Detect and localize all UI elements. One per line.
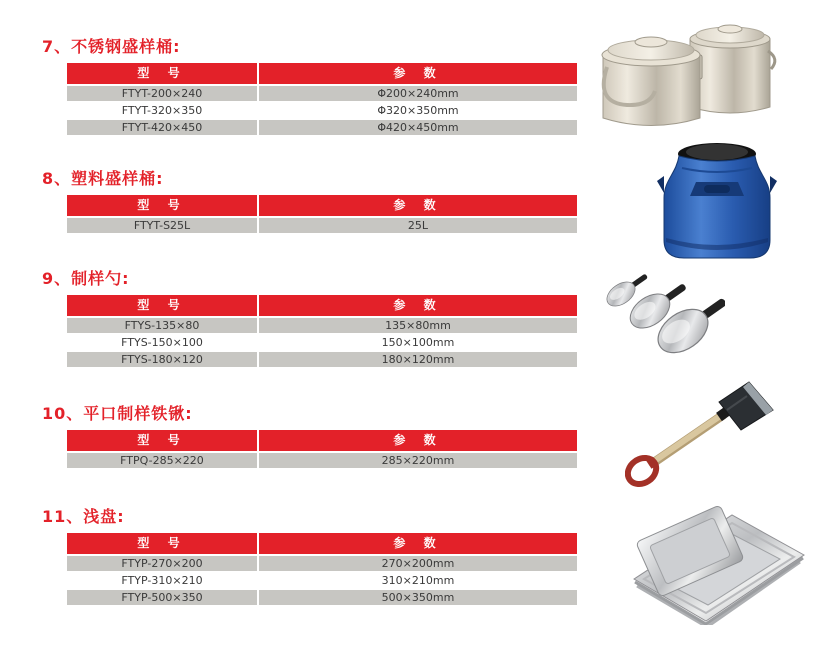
- table-row: [67, 590, 577, 605]
- table-row: [67, 103, 577, 118]
- section-title: 7、不锈钢盛样桶:: [42, 37, 181, 56]
- cell-params: 285×220mm: [381, 454, 455, 467]
- section-plastic-bucket: [42, 169, 582, 235]
- table-row: [67, 335, 577, 350]
- header-cell-model: 型 号: [67, 63, 259, 84]
- section-title: 10、平口制样铁锹:: [42, 404, 193, 423]
- section-sampling-shovel: [42, 404, 582, 470]
- cell-params: 25L: [407, 219, 429, 232]
- spec-table: [67, 63, 577, 135]
- cell-model: FTYT-420×450: [67, 120, 259, 135]
- header-cell-model: 型 号: [67, 295, 259, 316]
- cell-model: FTYS-180×120: [67, 352, 259, 367]
- stainless-buckets-photo: [595, 15, 825, 137]
- section-stainless-steel-bucket: [42, 37, 582, 137]
- cell-model: FTYP-270×200: [67, 556, 259, 571]
- table-header-row: [67, 430, 577, 451]
- section-title: 11、浅盘:: [42, 507, 125, 526]
- cell-model: FTPQ-285×220: [67, 453, 259, 468]
- cell-params: 270×200mm: [381, 557, 455, 570]
- table-header-row: [67, 195, 577, 216]
- shallow-trays-photo: [628, 505, 810, 625]
- cell-model: FTYS-150×100: [67, 335, 259, 350]
- table-row: [67, 352, 577, 367]
- cell-model: FTYT-S25L: [67, 218, 259, 233]
- table-row: [67, 218, 577, 233]
- table-header-row: [67, 295, 577, 316]
- cell-model: FTYP-500×350: [67, 590, 259, 605]
- cell-params: Φ420×450mm: [377, 121, 459, 134]
- table-header-row: [67, 533, 577, 554]
- cell-params: Φ200×240mm: [377, 87, 459, 100]
- header-cell-params: 参 数: [393, 298, 443, 312]
- section-shallow-tray: [42, 507, 582, 607]
- cell-params: 180×120mm: [381, 353, 455, 366]
- header-cell-model: 型 号: [67, 533, 259, 554]
- header-cell-params: 参 数: [393, 198, 443, 212]
- table-row: [67, 556, 577, 571]
- header-cell-params: 参 数: [393, 66, 443, 80]
- table-row: [67, 86, 577, 101]
- plastic-barrel-photo: [652, 140, 782, 264]
- cell-params: 500×350mm: [381, 591, 455, 604]
- header-cell-model: 型 号: [67, 430, 259, 451]
- table-row: [67, 120, 577, 135]
- cell-params: 135×80mm: [385, 319, 451, 332]
- header-cell-params: 参 数: [393, 536, 443, 550]
- spec-table: [67, 295, 577, 367]
- cell-model: FTYT-320×350: [67, 103, 259, 118]
- spec-table: [67, 533, 577, 605]
- spec-table: [67, 195, 577, 233]
- section-title: 9、制样勺:: [42, 269, 130, 288]
- cell-params: Φ320×350mm: [377, 104, 459, 117]
- cell-params: 310×210mm: [381, 574, 455, 587]
- cell-model: FTYP-310×210: [67, 573, 259, 588]
- spec-table: [67, 430, 577, 468]
- sample-scoops-photo: [600, 271, 725, 361]
- section-title: 8、塑料盛样桶:: [42, 169, 164, 188]
- table-row: [67, 453, 577, 468]
- table-row: [67, 573, 577, 588]
- header-cell-model: 型 号: [67, 195, 259, 216]
- header-cell-params: 参 数: [393, 433, 443, 447]
- cell-params: 150×100mm: [381, 336, 455, 349]
- table-header-row: [67, 63, 577, 84]
- cell-model: FTYS-135×80: [67, 318, 259, 333]
- sampling-shovel-photo: [625, 380, 775, 492]
- section-sample-scoop: [42, 269, 582, 369]
- table-row: [67, 318, 577, 333]
- cell-model: FTYT-200×240: [67, 86, 259, 101]
